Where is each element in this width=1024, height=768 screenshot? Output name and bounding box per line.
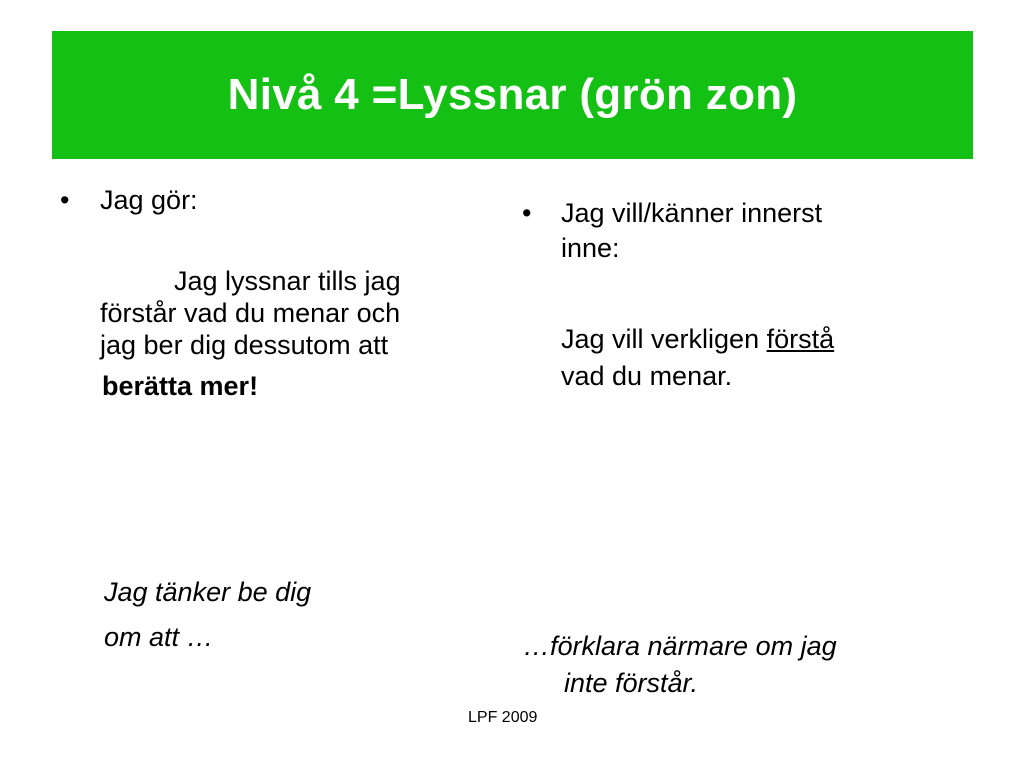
left-paragraph-line2: förstår vad du menar och (100, 298, 401, 328)
right-paragraph-line1 (561, 323, 834, 355)
right-italic-line2: inte förstår. (564, 668, 699, 698)
left-paragraph-bold: berätta mer! (102, 371, 259, 401)
left-heading: Jag gör: (100, 185, 198, 215)
right-paragraph-underlined: förstå (766, 324, 835, 354)
slide-footer: LPF 2009 (468, 709, 538, 726)
bullet-right: • (522, 198, 532, 228)
left-italic-line2: om att … (104, 622, 214, 652)
right-paragraph-prefix: Jag vill verkligen (561, 324, 760, 354)
bullet-left: • (60, 185, 70, 215)
right-italic-line1: …förklara närmare om jag (523, 631, 837, 661)
right-heading-line1: Jag vill/känner innerst (561, 198, 823, 228)
left-paragraph-line3: jag ber dig dessutom att (100, 330, 389, 360)
left-italic-line1: Jag tänker be dig (104, 577, 312, 607)
left-paragraph-line1: Jag lyssnar tills jag (174, 266, 401, 296)
right-paragraph-line2: vad du menar. (561, 361, 733, 391)
title-banner (52, 31, 973, 159)
slide-title: Nivå 4 =Lyssnar (grön zon) (227, 70, 798, 119)
right-heading-line2: inne: (561, 233, 620, 263)
